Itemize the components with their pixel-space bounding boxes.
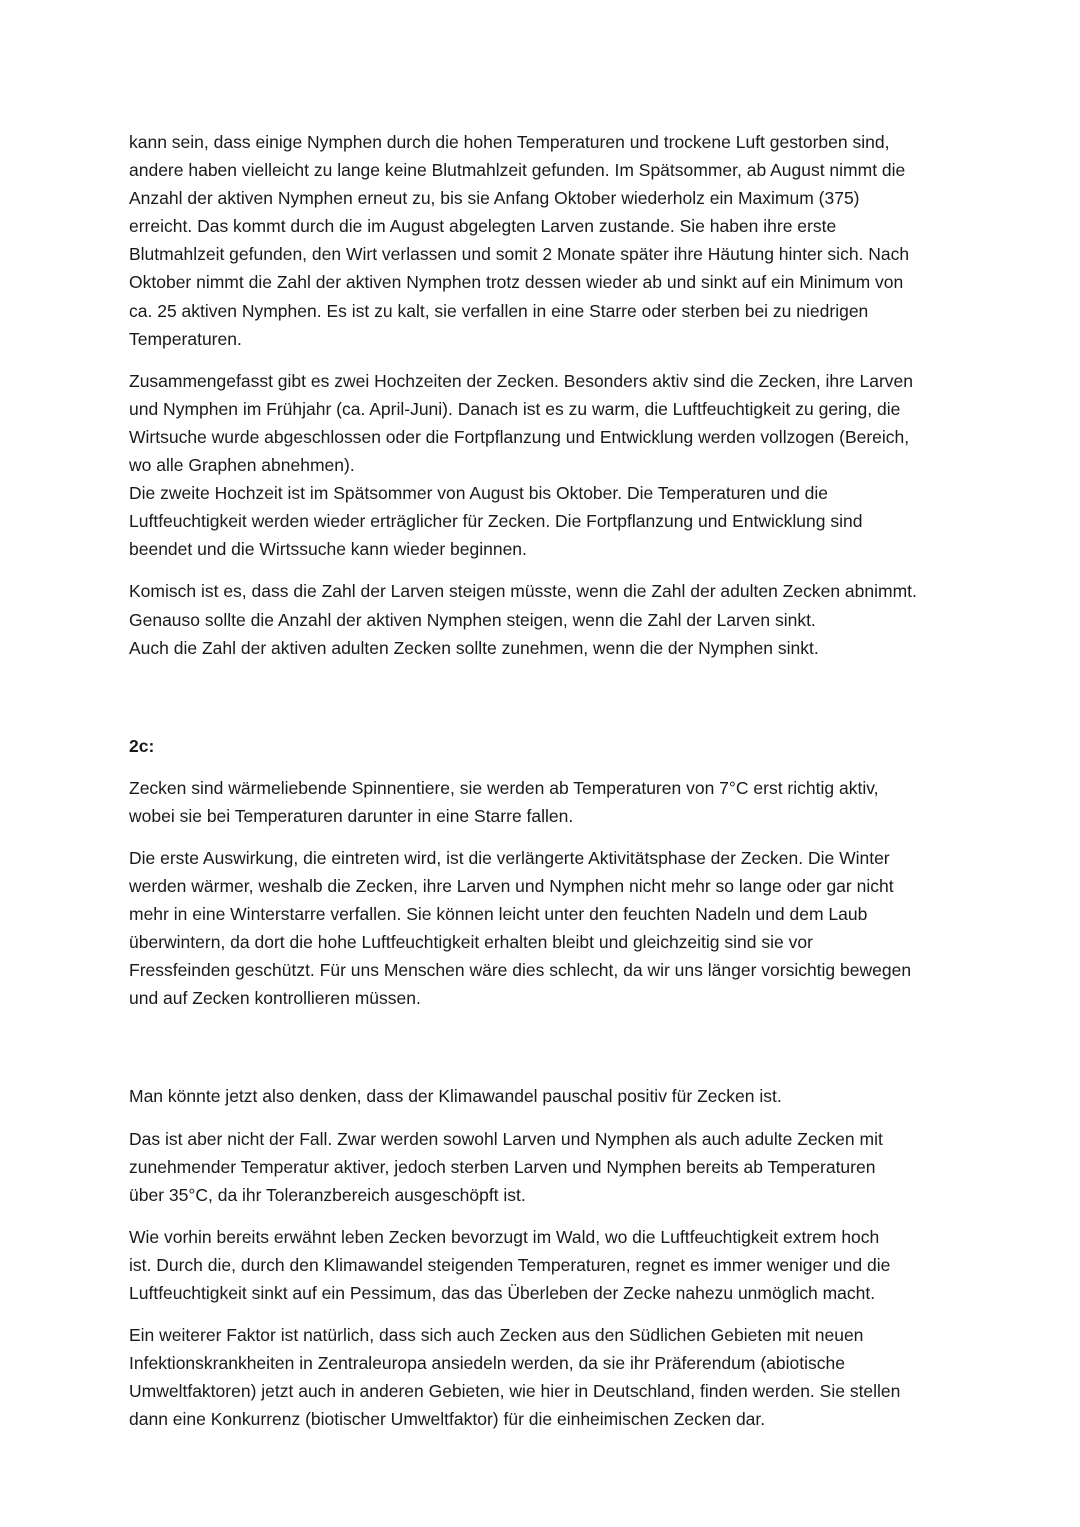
paragraph <box>129 774 959 830</box>
text-line: Luftfeuchtigkeit sinkt auf ein Pessimum, das das Überleben der Zecke nahezu unmöglich macht. <box>129 1283 876 1303</box>
text-line: Man könnte jetzt also denken, dass der Klimawandel pauschal positiv für Zecken ist. <box>129 1086 782 1107</box>
text-line: Oktober nimmt die Zahl der aktiven Nymphen trotz dessen wieder ab und sinkt auf ein Minimum von <box>129 272 904 293</box>
text-line: kann sein, dass einige Nymphen durch die hohen Temperaturen und trockene Luft gestorben sind, <box>129 132 890 152</box>
text-line: über 35°C, da ihr Toleranzbereich ausgeschöpft ist. <box>129 1184 526 1205</box>
text-line: andere haben vielleicht zu lange keine Blutmahlzeit gefunden. Im Spätsommer, ab August nimmt die <box>129 160 906 181</box>
text-line: erreicht. Das kommt durch die im August abgelegten Larven zustande. Sie haben ihre erste <box>129 216 837 237</box>
text-line: dann eine Konkurrenz (biotischer Umweltfaktor) für die einheimischen Zecken dar. <box>129 1409 766 1430</box>
text-line: und auf Zecken kontrollieren müssen. <box>129 988 421 1009</box>
section-spacer <box>129 676 959 732</box>
text-line: Infektionskrankheiten in Zentraleuropa ansiedeln werden, da sie ihr Präferendum (abiotische <box>129 1353 845 1374</box>
text-line: Zecken sind wärmeliebende Spinnentiere, sie werden ab Temperaturen von 7°C erst richtig aktiv, <box>129 777 879 798</box>
text-line: Zusammengefasst gibt es zwei Hochzeiten der Zecken. Besonders aktiv sind die Zecken, ihre Larven <box>129 370 913 391</box>
paragraph <box>129 128 959 353</box>
text-line: Blutmahlzeit gefunden, den Wirt verlassen und somit 2 Monate später ihre Häutung hinter sich. Nach <box>129 244 910 265</box>
section-spacer <box>129 1026 959 1082</box>
text-line: Anzahl der aktiven Nymphen erneut zu, bis sie Anfang Oktober wiederholz ein Maximum (375) <box>129 188 860 209</box>
text-line: Umweltfaktoren) jetzt auch in anderen Gebieten, wie hier in Deutschland, finden werden. Sie stellen <box>129 1381 901 1402</box>
paragraph <box>129 1321 959 1433</box>
text-line: ca. 25 aktiven Nymphen. Es ist zu kalt, sie verfallen in eine Starre oder sterben bei zu niedrigen <box>129 300 869 321</box>
text-line: mehr in eine Winterstarre verfallen. Sie können leicht unter den feuchten Nadeln und dem Laub <box>129 904 868 925</box>
text-line: Ein weiterer Faktor ist natürlich, dass sich auch Zecken aus den Südlichen Gebieten mit neuen <box>129 1325 864 1346</box>
text-line: Die zweite Hochzeit ist im Spätsommer von August bis Oktober. Die Temperaturen und die <box>129 483 829 504</box>
text-line: überwintern, da dort die hohe Luftfeuchtigkeit erhalten bleibt und gleichzeitig sind sie vor <box>129 932 813 953</box>
paragraph <box>129 367 959 564</box>
section-heading: 2c: <box>129 735 155 756</box>
text-line: Das ist aber nicht der Fall. Zwar werden sowohl Larven und Nymphen als auch adulte Zecken mit <box>129 1128 883 1149</box>
paragraph <box>129 577 959 661</box>
text-line: werden wärmer, weshalb die Zecken, ihre Larven und Nymphen nicht mehr so lange oder gar nicht <box>129 875 894 896</box>
text-line: ist. Durch die, durch den Klimawandel steigenden Temperaturen, regnet es immer weniger und die <box>129 1254 891 1275</box>
text-line: Die erste Auswirkung, die eintreten wird, ist die verlängerte Aktivitätsphase der Zecken. Die Winter <box>129 847 890 868</box>
text-line: wobei sie bei Temperaturen darunter in eine Starre fallen. <box>129 805 574 826</box>
text-line: Luftfeuchtigkeit werden wieder erträglicher für Zecken. Die Fortpflanzung und Entwicklung sind <box>129 511 863 532</box>
document-page <box>129 128 959 1447</box>
paragraph <box>129 1223 959 1307</box>
text-line: Fressfeinden geschützt. Für uns Menschen wäre dies schlecht, da wir uns länger vorsichtig bewegen <box>129 960 912 981</box>
text-line: Wie vorhin bereits erwähnt leben Zecken bevorzugt im Wald, wo die Luftfeuchtigkeit extrem hoch <box>129 1226 880 1247</box>
text-line: Genauso sollte die Anzahl der aktiven Nymphen steigen, wenn die Zahl der Larven sinkt. <box>129 609 816 630</box>
text-line: beendet und die Wirtssuche kann wieder beginnen. <box>129 539 527 560</box>
text-line: Wirtsuche wurde abgeschlossen oder die Fortpflanzung und Entwicklung werden vollzogen (Bereich, <box>129 426 910 447</box>
text-line: und Nymphen im Frühjahr (ca. April-Juni). Danach ist es zu warm, die Luftfeuchtigkeit zu gering, die <box>129 398 901 419</box>
text-line: zunehmender Temperatur aktiver, jedoch sterben Larven und Nymphen bereits ab Temperaturen <box>129 1156 876 1177</box>
text-line: Temperaturen. <box>129 328 242 349</box>
paragraph <box>129 1082 959 1110</box>
paragraph <box>129 844 959 1013</box>
paragraph <box>129 1125 959 1209</box>
text-line: wo alle Graphen abnehmen). <box>129 455 355 476</box>
text-line: Auch die Zahl der aktiven adulten Zecken sollte zunehmen, wenn die der Nymphen sinkt. <box>129 637 819 658</box>
text-line: Komisch ist es, dass die Zahl der Larven steigen müsste, wenn die Zahl der adulten Zecken abnimmt. <box>129 581 917 602</box>
